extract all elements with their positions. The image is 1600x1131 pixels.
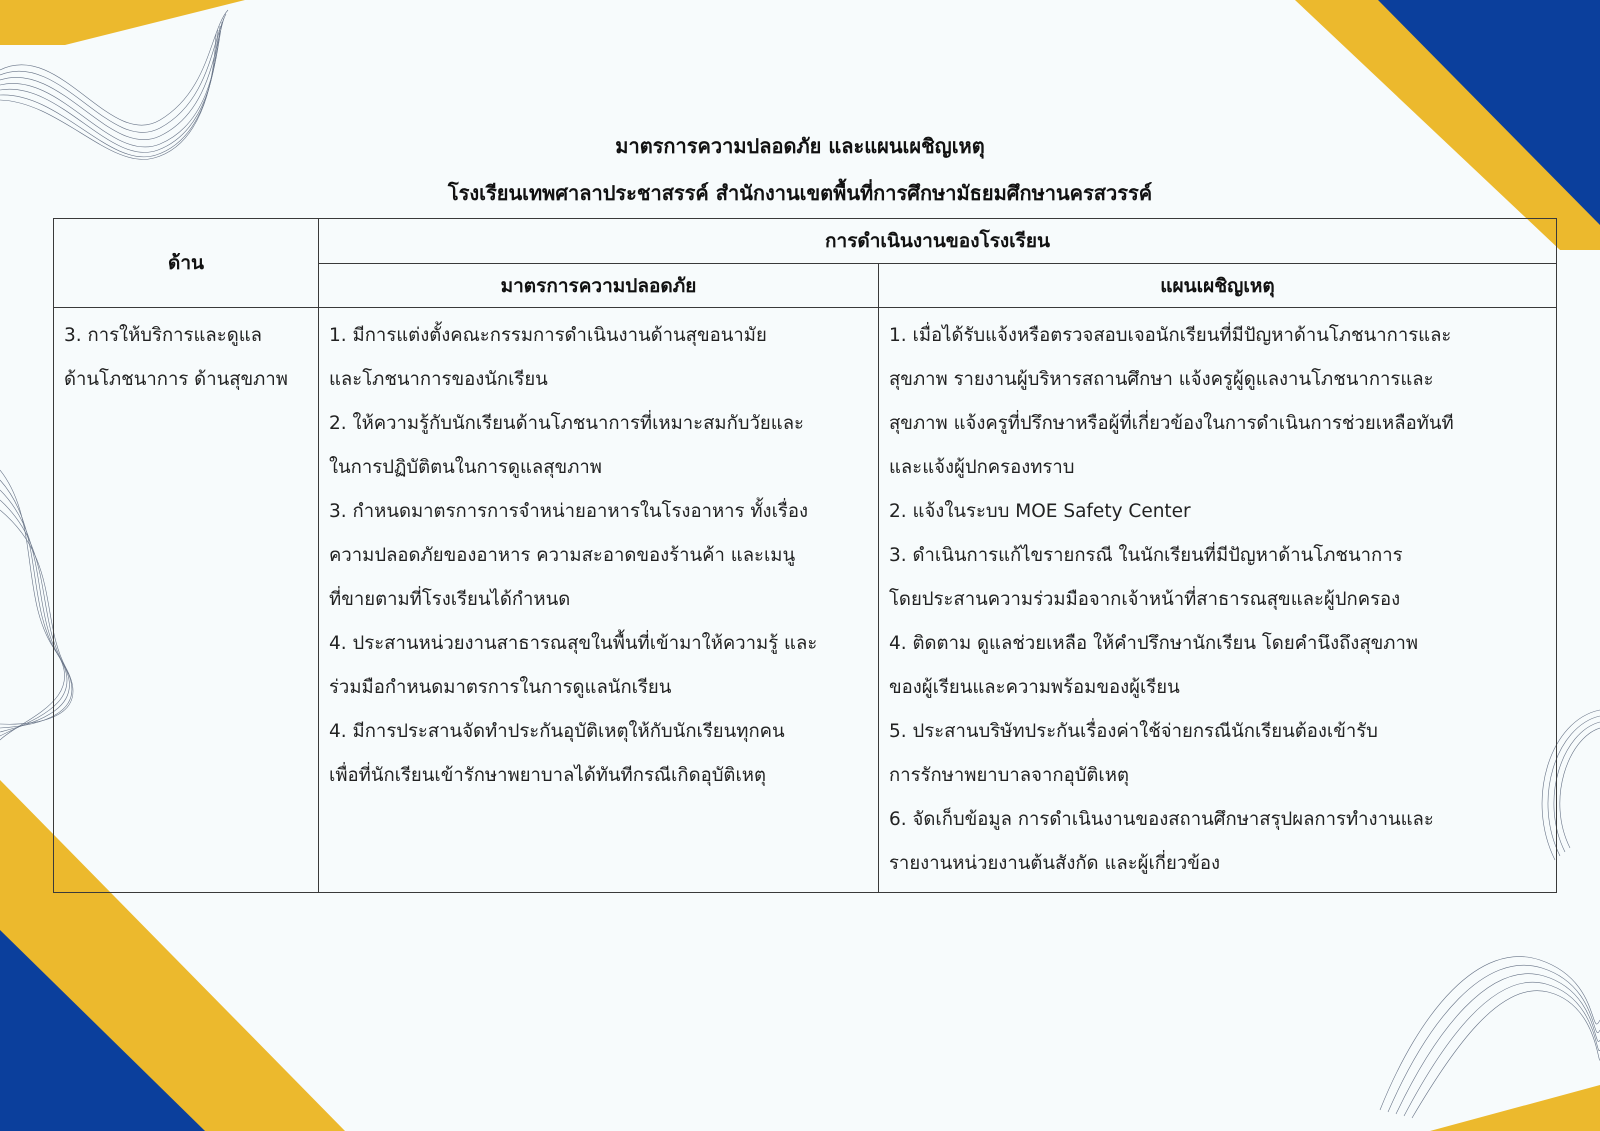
- header-school-operations: การดำเนินงานของโรงเรียน: [319, 219, 1557, 264]
- text-line: ที่ขายตามที่โรงเรียนได้กำหนด: [329, 589, 571, 610]
- corner-stripe-yellow-top-left: [0, 0, 245, 45]
- header-aspect: ด้าน: [54, 219, 319, 308]
- text-line: ความปลอดภัยของอาหาร ความสะอาดของร้านค้า และเมนู: [329, 545, 796, 566]
- text-line: 2. ให้ความรู้กับนักเรียนด้านโภชนาการที่เหมาะสมกับวัยและ: [329, 413, 804, 434]
- text-line: และโภชนาการของนักเรียน: [329, 369, 548, 390]
- text-line: สุขภาพ แจ้งครูที่ปรึกษาหรือผู้ที่เกี่ยวข้องในการดำเนินการช่วยเหลือทันที: [889, 413, 1454, 434]
- text-line: 3. กำหนดมาตรการการจำหน่ายอาหารในโรงอาหาร ทั้งเรื่อง: [329, 501, 808, 522]
- table-row: [54, 308, 1557, 893]
- text-line: และแจ้งผู้ปกครองทราบ: [889, 457, 1075, 478]
- corner-stripe-yellow-bottom-right: [1430, 1085, 1600, 1131]
- text-line: ของผู้เรียนและความพร้อมของผู้เรียน: [889, 677, 1180, 698]
- text-line: 3. ดำเนินการแก้ไขรายกรณี ในนักเรียนที่มีปัญหาด้านโภชนาการ: [889, 545, 1403, 566]
- text-line: เพื่อที่นักเรียนเข้ารักษาพยาบาลได้ทันทีกรณีเกิดอุบัติเหตุ: [329, 765, 766, 786]
- text-line: โดยประสานความร่วมมือจากเจ้าหน้าที่สาธารณสุขและผู้ปกครอง: [889, 589, 1401, 610]
- text-line: การรักษาพยาบาลจากอุบัติเหตุ: [889, 765, 1129, 786]
- cell-safety-measures: [319, 308, 879, 893]
- text-line: 4. มีการประสานจัดทำประกันอุบัติเหตุให้กับนักเรียนทุกคน: [329, 721, 785, 742]
- text-line: ด้านโภชนาการ ด้านสุขภาพ: [64, 369, 288, 390]
- text-line: รายงานหน่วยงานต้นสังกัด และผู้เกี่ยวข้อง: [889, 853, 1221, 874]
- text-line: 2. แจ้งในระบบ MOE Safety Center: [889, 501, 1191, 522]
- cell-aspect: [54, 308, 319, 893]
- text-line: 4. ติดตาม ดูแลช่วยเหลือ ให้คำปรึกษานักเรียน โดยคำนึงถึงสุขภาพ: [889, 633, 1419, 654]
- text-line: สุขภาพ รายงานผู้บริหารสถานศึกษา แจ้งครูผู้ดูแลงานโภชนาการและ: [889, 369, 1434, 390]
- text-line: 1. เมื่อได้รับแจ้งหรือตรวจสอบเจอนักเรียนที่มีปัญหาด้านโภชนาการและ: [889, 325, 1452, 346]
- text-line: ในการปฏิบัติตนในการดูแลสุขภาพ: [329, 457, 602, 478]
- text-line: 4. ประสานหน่วยงานสาธารณสุขในพื้นที่เข้ามาให้ความรู้ และ: [329, 633, 818, 654]
- text-line: 3. การให้บริการและดูแล: [64, 325, 262, 346]
- header-emergency-plan: แผนเผชิญเหตุ: [879, 264, 1557, 308]
- swirl-lines-bottom-right: [1380, 957, 1600, 1118]
- header-safety-measures: มาตรการความปลอดภัย: [319, 264, 879, 308]
- document-subtitle: โรงเรียนเทพศาลาประชาสรรค์ สำนักงานเขตพื้นที่การศึกษามัธยมศึกษานครสวรรค์: [447, 181, 1153, 205]
- text-line: 5. ประสานบริษัทประกันเรื่องค่าใช้จ่ายกรณีนักเรียนต้องเข้ารับ: [889, 721, 1378, 742]
- text-line: 1. มีการแต่งตั้งคณะกรรมการดำเนินงานด้านสุขอนามัย: [329, 325, 767, 346]
- safety-measures-table: [53, 218, 1557, 893]
- text-line: ร่วมมือกำหนดมาตรการในการดูแลนักเรียน: [329, 677, 672, 698]
- document-title: มาตรการความปลอดภัย และแผนเผชิญเหตุ: [615, 134, 985, 158]
- text-line: 6. จัดเก็บข้อมูล การดำเนินงานของสถานศึกษาสรุปผลการทำงานและ: [889, 809, 1434, 830]
- cell-emergency-plan: [879, 308, 1557, 893]
